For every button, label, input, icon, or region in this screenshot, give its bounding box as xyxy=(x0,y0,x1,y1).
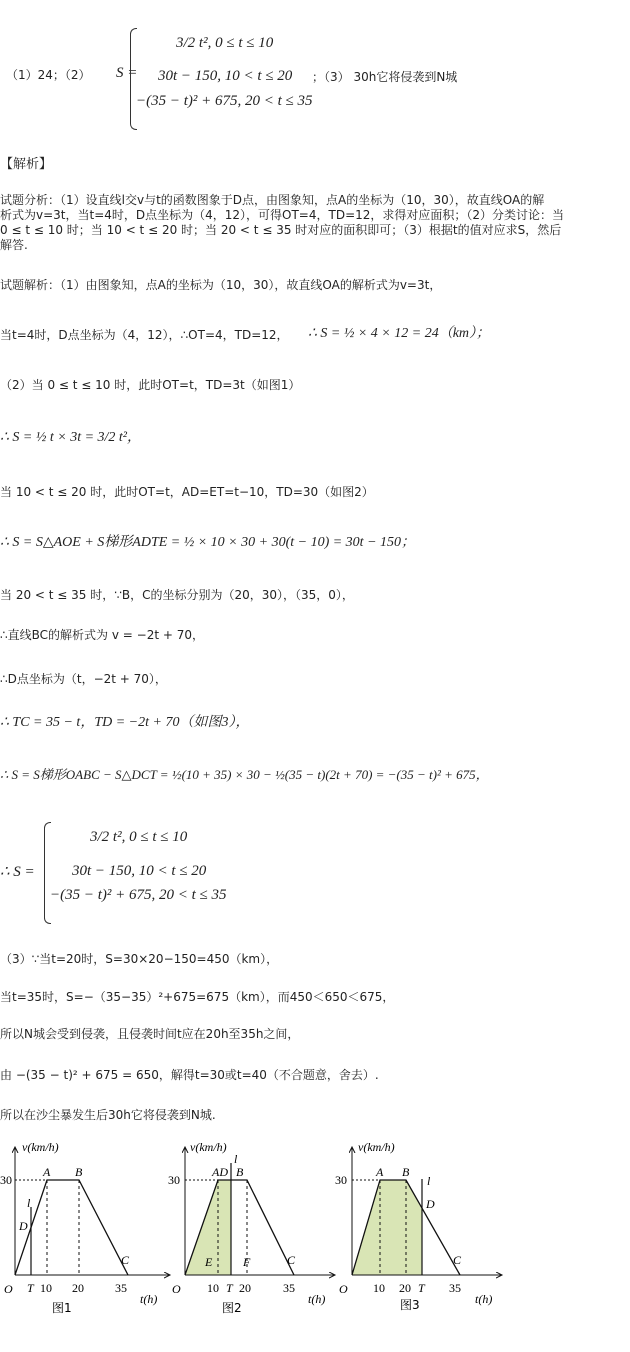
fig2-label-AD: AD xyxy=(212,1165,228,1179)
solution-formula: ∴ S = ½ t × 3t = 3/2 t²， xyxy=(0,430,142,445)
fig1-tick: 35 xyxy=(115,1281,127,1295)
fig1-yaxis: v(km/h) xyxy=(22,1140,59,1154)
fig2-caption: 图2 xyxy=(222,1301,242,1315)
solution-line: ∴直线BC的解析式为 v = −2t + 70， xyxy=(0,628,204,642)
solution-line: 试题解析：（1）由图象知，点A的坐标为（10，30），故直线OA的解析式为v=3t， xyxy=(0,278,442,292)
fig1-xaxis: t(h) xyxy=(140,1292,158,1306)
fig3-label-l: l xyxy=(427,1174,431,1188)
fig3-tick: 10 xyxy=(373,1281,385,1295)
analysis-heading: 【解析】 xyxy=(0,157,53,172)
analysis-line: 0 ≤ t ≤ 10 时；当 10 < t ≤ 20 时；当 20 < t ≤ 35 时对应的面积即可；（3）根据t的值对应求S，然后 xyxy=(0,223,562,237)
answer-case2: 30t − 150, 10 < t ≤ 20 xyxy=(158,68,293,84)
fig1-y30: 30 xyxy=(0,1173,12,1187)
fig1-label-D: D xyxy=(19,1219,28,1233)
solution-line: 当t=35时，S=−（35−35）²+675=675（km），而450＜650＜675， xyxy=(0,990,395,1004)
fig1-tick: 20 xyxy=(72,1281,84,1295)
fig1-label-C: C xyxy=(121,1253,130,1267)
analysis-line: 解答. xyxy=(0,238,28,252)
solution-line: 当t=4时，D点坐标为（4，12），∴OT=4，TD=12， xyxy=(0,328,289,342)
fig3-tick: 20 xyxy=(399,1281,411,1295)
figure-1 xyxy=(0,1140,170,1315)
solution-line: 当 20 < t ≤ 35 时，∵B，C的坐标分别为（20，30），（35，0）， xyxy=(0,588,354,602)
fig3-label-D: D xyxy=(426,1197,435,1211)
fig3-y30: 30 xyxy=(335,1173,347,1187)
answer-case3: −(35 − t)² + 675, 20 < t ≤ 35 xyxy=(136,93,313,109)
analysis-line: 析式为v=3t，当t=4时，D点坐标为（4，12），可得OT=4，TD=12，求得对应面积；（2）分类讨论：当 xyxy=(0,208,565,222)
fig2-label-l: l xyxy=(234,1152,238,1166)
piecewise-case2: 30t − 150, 10 < t ≤ 20 xyxy=(72,863,207,879)
solution-line: （2）当 0 ≤ t ≤ 10 时，此时OT=t，TD=3t（如图1） xyxy=(0,378,301,392)
fig2-tick: 20 xyxy=(239,1281,251,1295)
piecewise-case1: 3/2 t², 0 ≤ t ≤ 10 xyxy=(90,829,188,845)
solution-formula: ∴ S = S梯形OABC − S△DCT = ½(10 + 35) × 30 − ½(35 − t)(2t + 70) = −(35 − t)² + 675， xyxy=(0,767,489,782)
figures-area xyxy=(0,1137,630,1352)
fig3-yaxis: v(km/h) xyxy=(358,1140,395,1154)
fig2-label-T: T xyxy=(226,1281,233,1295)
answer-part1: （1）24；（2） xyxy=(6,68,91,82)
fig3-label-B: B xyxy=(402,1165,410,1179)
figure-3 xyxy=(335,1140,502,1312)
fig2-yaxis: v(km/h) xyxy=(190,1140,227,1154)
fig2-xaxis: t(h) xyxy=(308,1292,326,1306)
fig2-label-F: F xyxy=(243,1255,251,1269)
solution-formula: ∴ TC = 35 − t，TD = −2t + 70（如图3）， xyxy=(0,715,250,730)
solution-line: 所以在沙尘暴发生后30h它将侵袭到N城. xyxy=(0,1108,216,1122)
fig2-label-E: E xyxy=(205,1255,213,1269)
solution-line: （3）∵当t=20时，S=30×20−150=450（km）， xyxy=(0,952,279,966)
fig3-label-T: T xyxy=(418,1281,425,1295)
fig3-caption: 图3 xyxy=(400,1298,420,1312)
fig1-origin: O xyxy=(4,1282,13,1296)
fig2-origin: O xyxy=(172,1282,181,1296)
fig3-xaxis: t(h) xyxy=(475,1292,493,1306)
fig1-label-l: l xyxy=(27,1196,31,1210)
fig1-tick: 10 xyxy=(40,1281,52,1295)
solution-formula: ∴ S = S△AOE + S梯形ADTE = ½ × 10 × 30 + 30(t − 10) = 30t − 150； xyxy=(0,535,416,550)
fig1-label-A: A xyxy=(43,1165,51,1179)
answer-brace xyxy=(130,28,137,130)
fig3-tick: 35 xyxy=(449,1281,461,1295)
fig3-origin: O xyxy=(339,1282,348,1296)
fig1-caption: 图1 xyxy=(52,1301,72,1315)
piecewise-brace xyxy=(44,822,51,924)
fig1-label-B: B xyxy=(75,1165,83,1179)
fig2-label-B: B xyxy=(236,1165,244,1179)
piecewise-case3: −(35 − t)² + 675, 20 < t ≤ 35 xyxy=(50,887,227,903)
fig3-label-A: A xyxy=(376,1165,384,1179)
solution-line: 当 10 < t ≤ 20 时，此时OT=t，AD=ET=t−10，TD=30（如图2） xyxy=(0,485,374,499)
answer-case1: 3/2 t², 0 ≤ t ≤ 10 xyxy=(176,35,274,51)
figure-2 xyxy=(168,1140,335,1315)
fig3-label-C: C xyxy=(453,1253,462,1267)
solution-line: 所以N城会受到侵袭，且侵袭时间t应在20h至35h之间， xyxy=(0,1027,300,1041)
solution-formula: ∴ S = ½ × 4 × 12 = 24（km）； xyxy=(308,326,491,341)
answer-part3: ；（3） 30h它将侵袭到N城 xyxy=(312,70,458,84)
solution-line: ∴D点坐标为（t，−2t + 70）， xyxy=(0,672,167,686)
fig2-label-C: C xyxy=(287,1253,296,1267)
answer-s-eq: S = xyxy=(116,65,138,81)
solution-line: 由 −(35 − t)² + 675 = 650，解得t=30或t=40（不合题意，舍去）. xyxy=(0,1068,379,1082)
analysis-line: 试题分析：（1）设直线l交v与t的函数图象于D点，由图象知，点A的坐标为（10，30），故直线OA的解 xyxy=(0,193,545,207)
fig1-label-T: T xyxy=(27,1281,34,1295)
fig2-tick: 10 xyxy=(207,1281,219,1295)
fig2-y30: 30 xyxy=(168,1173,180,1187)
fig2-tick: 35 xyxy=(283,1281,295,1295)
piecewise-s-eq: ∴ S = xyxy=(0,864,35,880)
